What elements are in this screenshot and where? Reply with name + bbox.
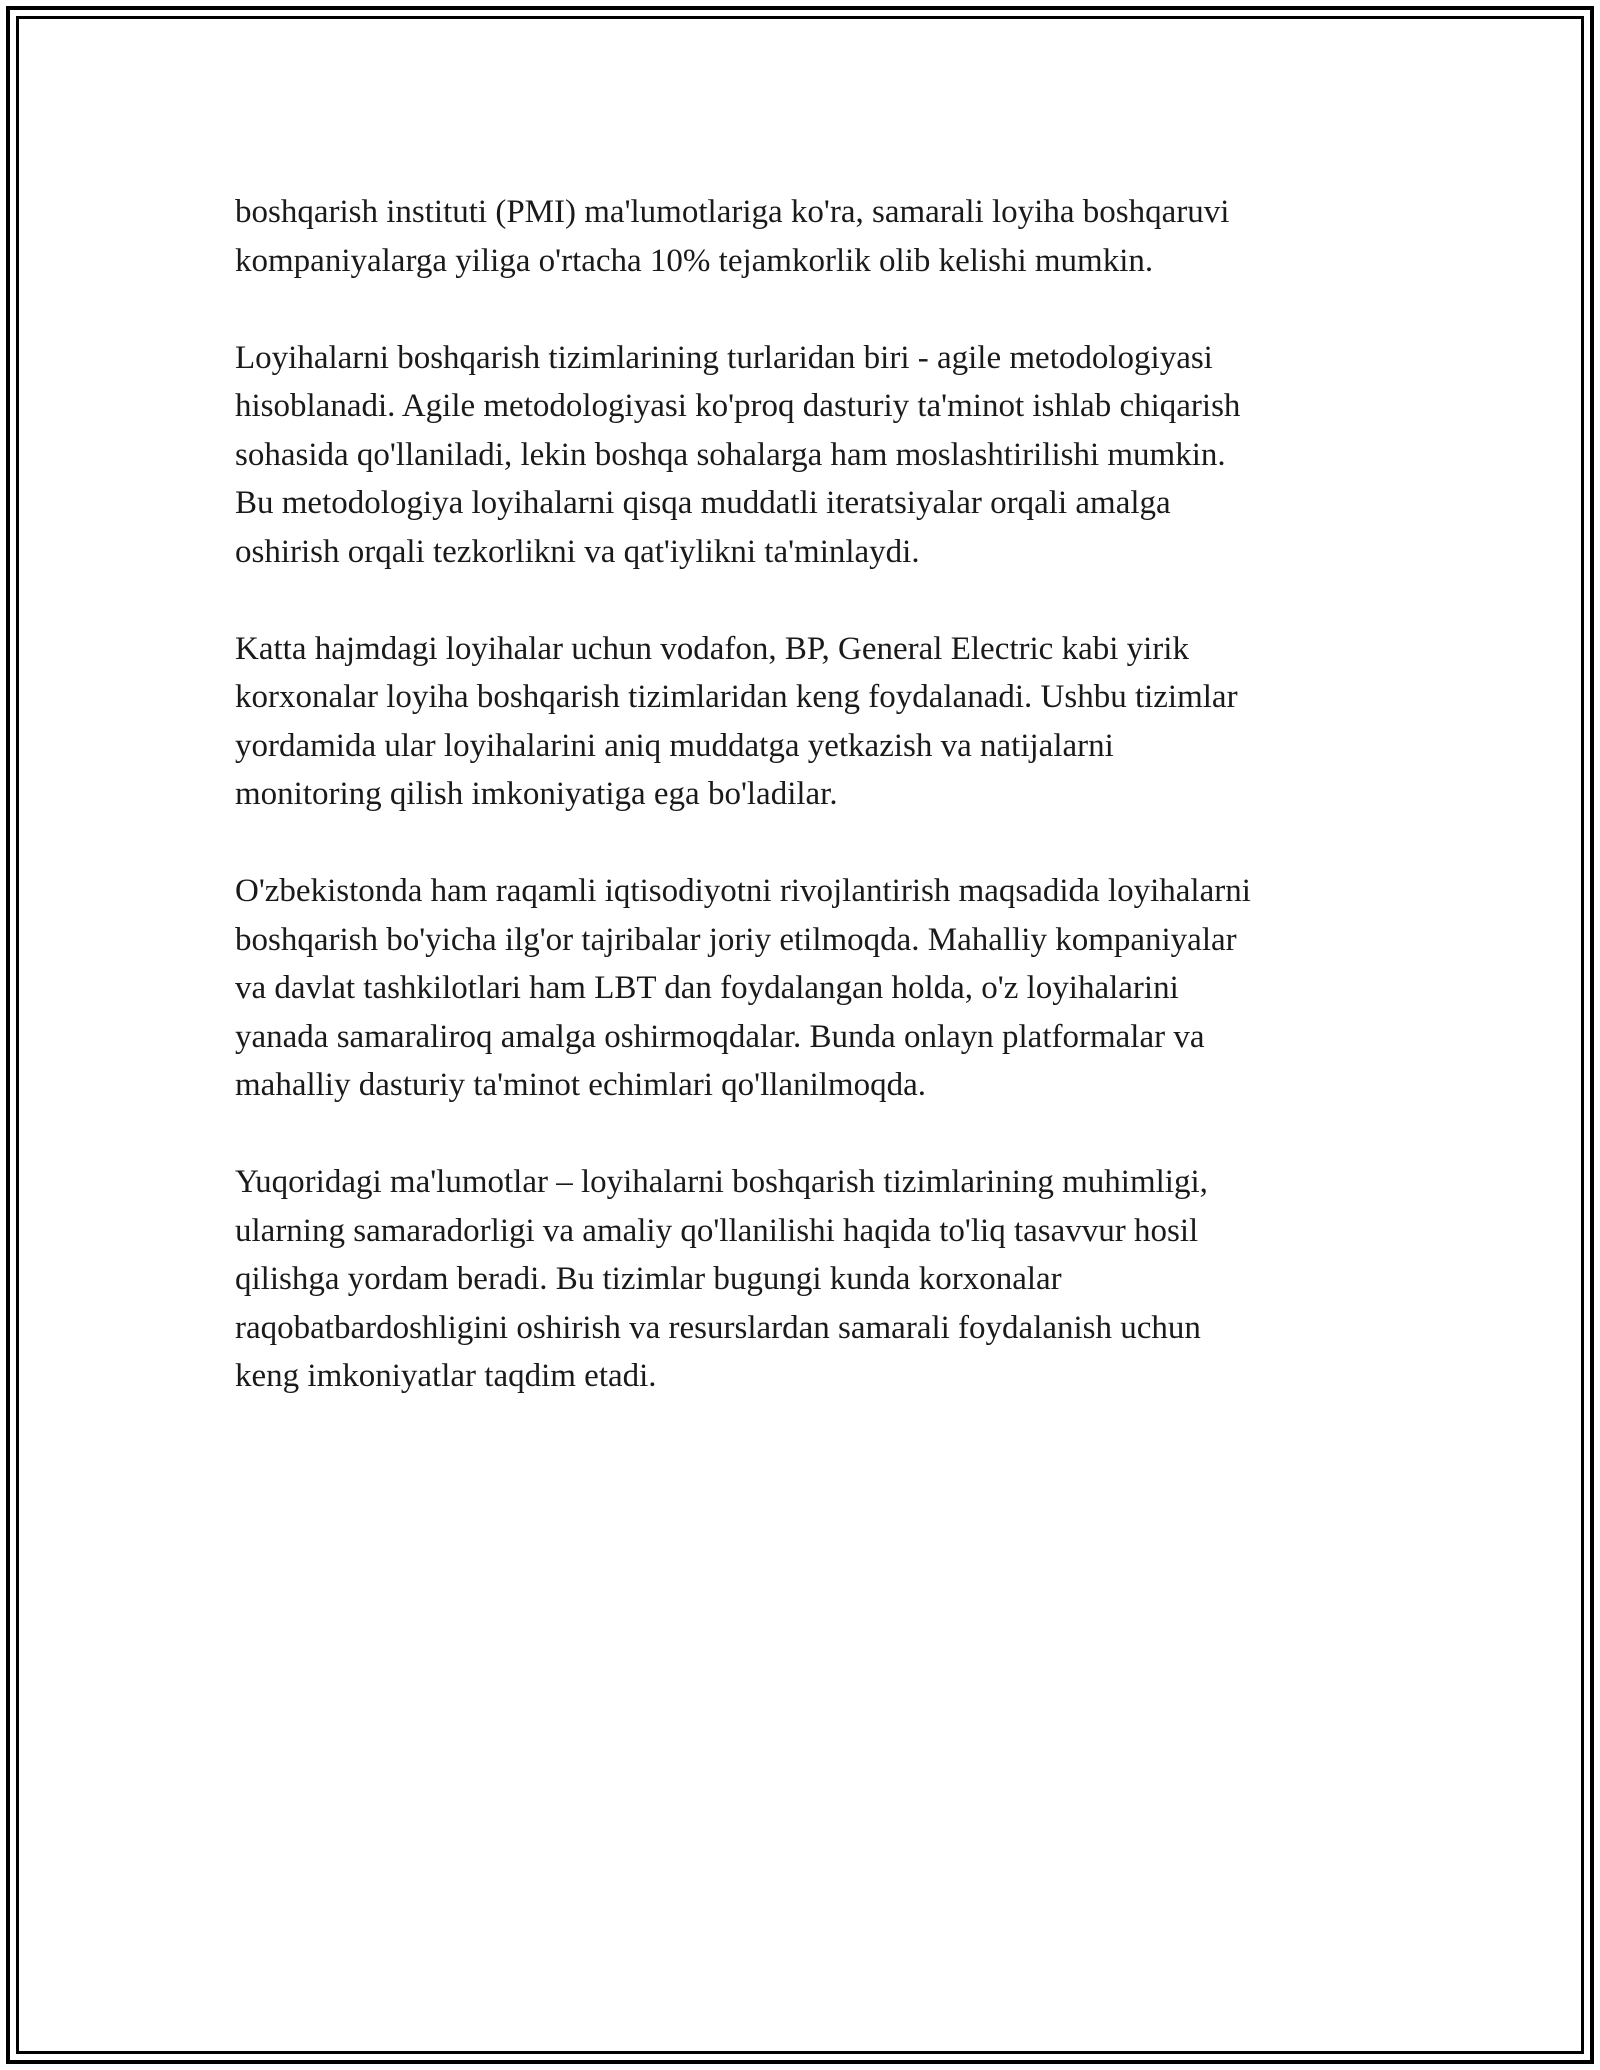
text-line: oshirish orqali tezkorlikni va qat'iylikni ta'minlaydi. xyxy=(235,533,920,570)
paragraph-conclusion xyxy=(235,1158,1375,1401)
paragraph-pmi xyxy=(235,188,1375,285)
text-line: raqobatbardoshligini oshirish va resurslardan samarali foydalanish uchun xyxy=(235,1309,1201,1346)
text-line: va davlat tashkilotlari ham LBT dan foydalangan holda, o'z loyihalarini xyxy=(235,970,1179,1006)
text-line: hisoblanadi. Agile metodologiyasi ko'proq dasturiy ta'minot ishlab chiqarish xyxy=(235,388,1241,424)
text-line: kompaniyalarga yiliga o'rtacha 10% tejamkorlik olib kelishi mumkin. xyxy=(235,242,1154,279)
text-line: boshqarish bo'yicha ilg'or tajribalar joriy etilmoqda. Mahalliy kompaniyalar xyxy=(235,921,1237,958)
text-line: Yuqoridagi ma'lumotlar – loyihalarni boshqarish tizimlarining muhimligi, xyxy=(235,1164,1208,1200)
text-line: korxonalar loyiha boshqarish tizimlaridan keng foydalanadi. Ushbu tizimlar xyxy=(235,679,1238,715)
text-line: keng imkoniyatlar taqdim etadi. xyxy=(235,1358,657,1394)
paragraph-uzbekistan xyxy=(235,867,1375,1110)
text-line: sohasida qo'llaniladi, lekin boshqa sohalarga ham moslashtirilishi mumkin. xyxy=(235,436,1226,473)
text-line: yordamida ular loyihalarini aniq muddatga yetkazish va natijalarni xyxy=(235,727,1114,764)
paragraph-agile xyxy=(235,334,1375,577)
text-line: boshqarish instituti (PMI) ma'lumotlariga ko'ra, samarali loyiha boshqaruvi xyxy=(235,194,1230,230)
text-line: qilishga yordam beradi. Bu tizimlar bugungi kunda korxonalar xyxy=(235,1261,1062,1297)
text-line: ularning samaradorligi va amaliy qo'llanilishi haqida to'liq tasavvur hosil xyxy=(235,1212,1199,1249)
text-line: yanada samaraliroq amalga oshirmoqdalar. Bunda onlayn platformalar va xyxy=(235,1018,1205,1055)
text-line: monitoring qilish imkoniyatiga ega bo'ladilar. xyxy=(235,776,838,812)
text-line: Bu metodologiya loyihalarni qisqa muddatli iteratsiyalar orqali amalga xyxy=(235,485,1171,521)
text-line: Loyihalarni boshqarish tizimlarining turlaridan biri - agile metodologiyasi xyxy=(235,339,1213,376)
text-line: Katta hajmdagi loyihalar uchun vodafon, BP, General Electric kabi yirik xyxy=(235,630,1189,667)
document-body xyxy=(235,188,1375,1449)
text-line: mahalliy dasturiy ta'minot echimlari qo'llanilmoqda. xyxy=(235,1067,926,1103)
text-line: O'zbekistonda ham raqamli iqtisodiyotni rivojlantirish maqsadida loyihalarni xyxy=(235,873,1251,909)
paragraph-large-companies xyxy=(235,625,1375,819)
